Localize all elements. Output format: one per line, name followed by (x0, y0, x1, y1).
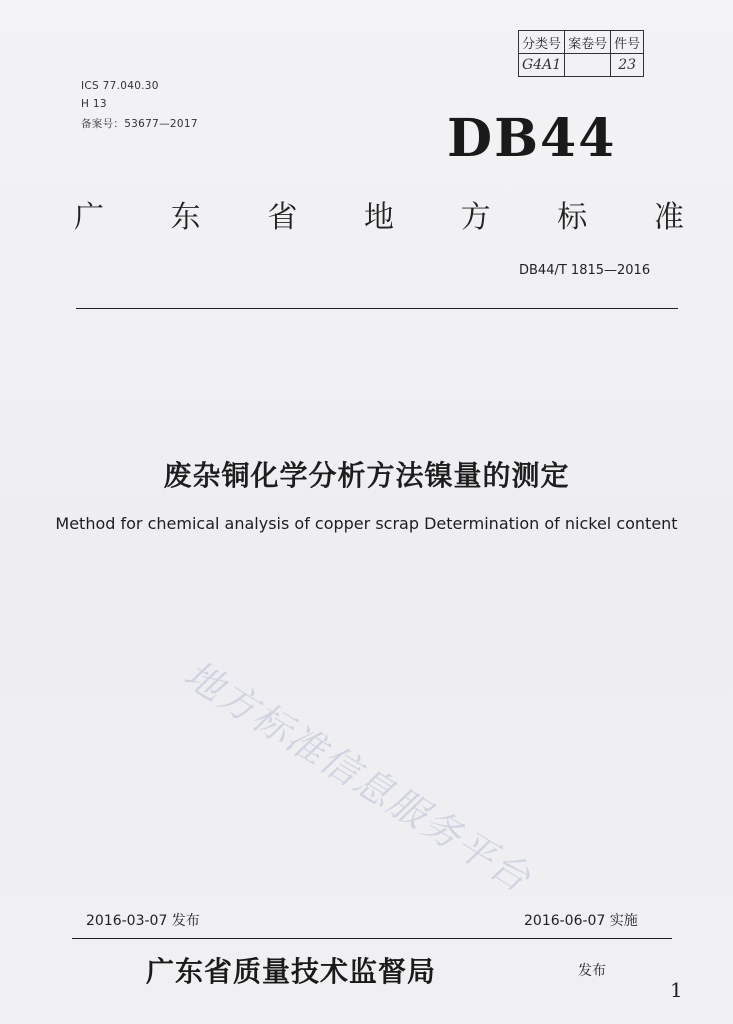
stamp-header-volume: 案卷号 (565, 31, 611, 54)
title-english: Method for chemical analysis of copper scrap Determination of nickel content (55, 514, 678, 533)
watermark-text: 地方标准信息服务平台 (176, 651, 540, 902)
implement-date: 2016-06-07 实施 (524, 913, 638, 929)
stamp-header-category: 分类号 (519, 31, 565, 54)
province-char: 标 (557, 200, 588, 235)
ics-code: ICS 77.040.30 (81, 80, 159, 92)
footer-divider (72, 938, 672, 939)
stamp-value-volume (565, 54, 611, 77)
archive-stamp (518, 30, 644, 77)
standard-code: DB44 (447, 108, 617, 169)
province-standard-heading (74, 192, 684, 236)
stamp-value-item: 23 (611, 54, 644, 77)
issuer-suffix: 发布 (578, 963, 606, 979)
publish-date: 2016-03-07 发布 (86, 913, 200, 929)
page-number: 1 (670, 978, 683, 1002)
title-chinese: 废杂铜化学分析方法镍量的测定 (163, 459, 570, 492)
standard-number: DB44/T 1815—2016 (519, 263, 651, 278)
province-char: 准 (653, 200, 684, 235)
province-char: 省 (267, 200, 298, 235)
province-char: 东 (170, 200, 201, 235)
province-char: 广 (74, 200, 104, 235)
ccs-code: H 13 (81, 98, 107, 110)
stamp-header-item: 件号 (611, 31, 644, 54)
record-number: 备案号：53677—2017 (81, 118, 198, 130)
province-char: 方 (460, 200, 491, 235)
issuing-authority: 广东省质量技术监督局 (146, 955, 437, 988)
stamp-value-category: G4A1 (519, 54, 565, 77)
province-char: 地 (363, 200, 394, 235)
header-divider (76, 308, 678, 309)
